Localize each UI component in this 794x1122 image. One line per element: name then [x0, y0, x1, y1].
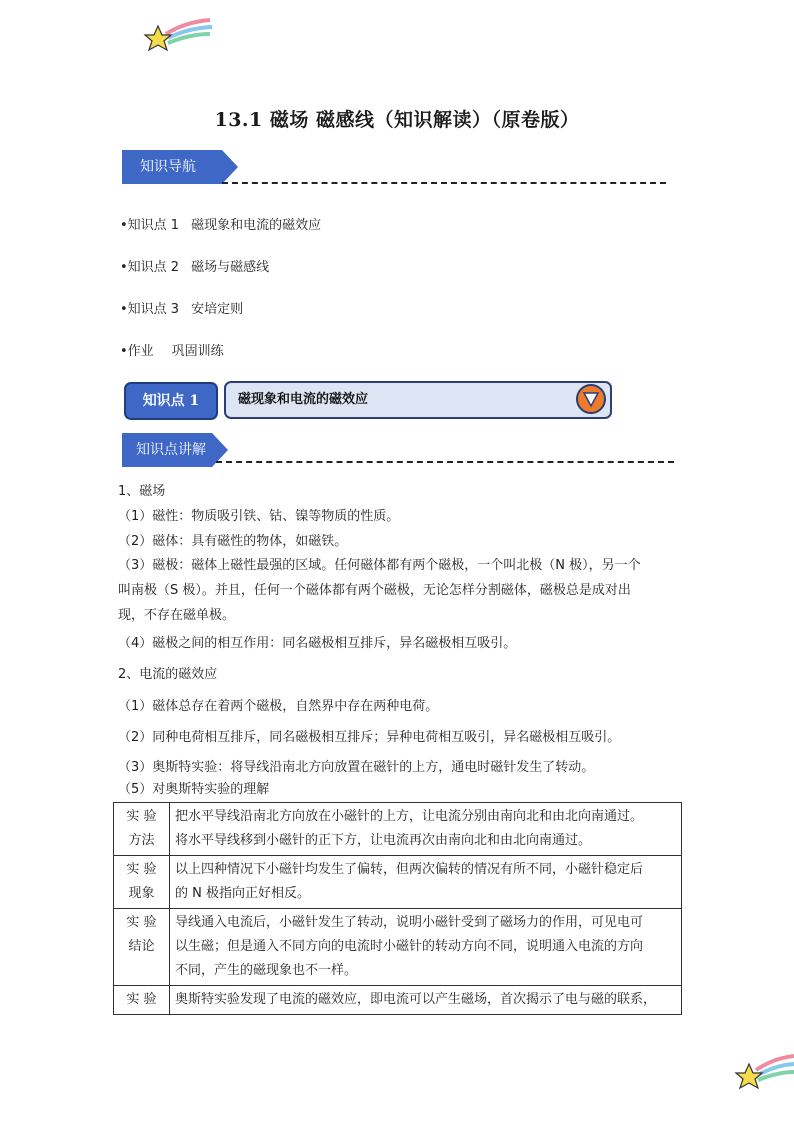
paragraph: （5）对奥斯特实验的理解	[118, 782, 270, 797]
table-row	[114, 856, 682, 909]
table-row	[114, 909, 682, 986]
row-content: 以上四种情况下小磁针均发生了偏转，但两次偏转的情况有所不同，小磁针稳定后 的 N 极指向正好相反。	[170, 856, 682, 909]
table-row	[114, 803, 682, 856]
nav-item-3[interactable]: •知识点 3 安培定则	[120, 302, 244, 317]
shooting-star-icon	[140, 18, 220, 58]
row-content: 奥斯特实验发现了电流的磁效应，即电流可以产生磁场，首次揭示了电与磁的联系，	[170, 986, 682, 1015]
paragraph: （4）磁极之间的相互作用：同名磁极相互排斥，异名磁极相互吸引。	[118, 636, 517, 651]
page-title: 13.1 磁场 磁感线（知识解读）（原卷版）	[214, 109, 580, 131]
row-content: 导线通入电流后，小磁针发生了转动，说明小磁针受到了磁场力的作用，可见电可 以生磁；但是通入不同方向的电流时小磁针的转动方向不同，说明通入电流的方向 不同，产生的磁现象也不一样。	[170, 909, 682, 986]
paragraph: （1）磁体总存在着两个磁极，自然界中存在两种电荷。	[118, 699, 439, 714]
experiment-table	[113, 802, 682, 1015]
explain-divider	[216, 461, 674, 463]
nav-item-1[interactable]: •知识点 1 磁现象和电流的磁效应	[120, 218, 322, 233]
nav-banner-label: 知识导航	[140, 159, 196, 175]
nav-banner	[122, 150, 238, 184]
row-content: 把水平导线沿南北方向放在小磁针的上方，让电流分别由南向北和由北向南通过。 将水平导线移到小磁针的正下方，让电流再次由南向北和由北向南通过。	[170, 803, 682, 856]
paragraph: 现，不存在磁单极。	[118, 608, 236, 623]
shooting-star-icon	[732, 1050, 794, 1098]
section-heading: 1、磁场	[118, 484, 166, 499]
row-header: 实 验 现象	[114, 856, 170, 909]
knowledge-point-title-box	[224, 381, 612, 419]
triangle-down-icon	[578, 386, 604, 412]
expand-button[interactable]	[576, 384, 606, 414]
row-header: 实 验	[114, 986, 170, 1015]
nav-divider	[222, 182, 666, 184]
nav-item-homework[interactable]: •作业 巩固训练	[120, 344, 224, 359]
nav-item-2[interactable]: •知识点 2 磁场与磁感线	[120, 260, 270, 275]
table-row	[114, 986, 682, 1015]
section-heading: 2、电流的磁效应	[118, 667, 218, 682]
paragraph: （2）磁体：具有磁性的物体，如磁铁。	[118, 534, 348, 549]
knowledge-point-label: 知识点 1	[124, 382, 218, 420]
explain-banner	[122, 433, 228, 467]
knowledge-point-title: 磁现象和电流的磁效应	[238, 392, 369, 407]
paragraph: （3）磁极：磁体上磁性最强的区域。任何磁体都有两个磁极，一个叫北极（N 极），另一个	[118, 558, 641, 573]
paragraph: （2）同种电荷相互排斥，同名磁极相互排斥；异种电荷相互吸引，异名磁极相互吸引。	[118, 730, 621, 745]
paragraph: （3）奥斯特实验：将导线沿南北方向放置在磁针的上方，通电时磁针发生了转动。	[118, 760, 595, 775]
row-header: 实 验 方法	[114, 803, 170, 856]
paragraph: 叫南极（S 极）。并且，任何一个磁体都有两个磁极，无论怎样分割磁体，磁极总是成对出	[118, 583, 631, 598]
paragraph: （1）磁性：物质吸引铁、钴、镍等物质的性质。	[118, 509, 400, 524]
row-header: 实 验 结论	[114, 909, 170, 986]
explain-banner-label: 知识点讲解	[136, 442, 206, 458]
